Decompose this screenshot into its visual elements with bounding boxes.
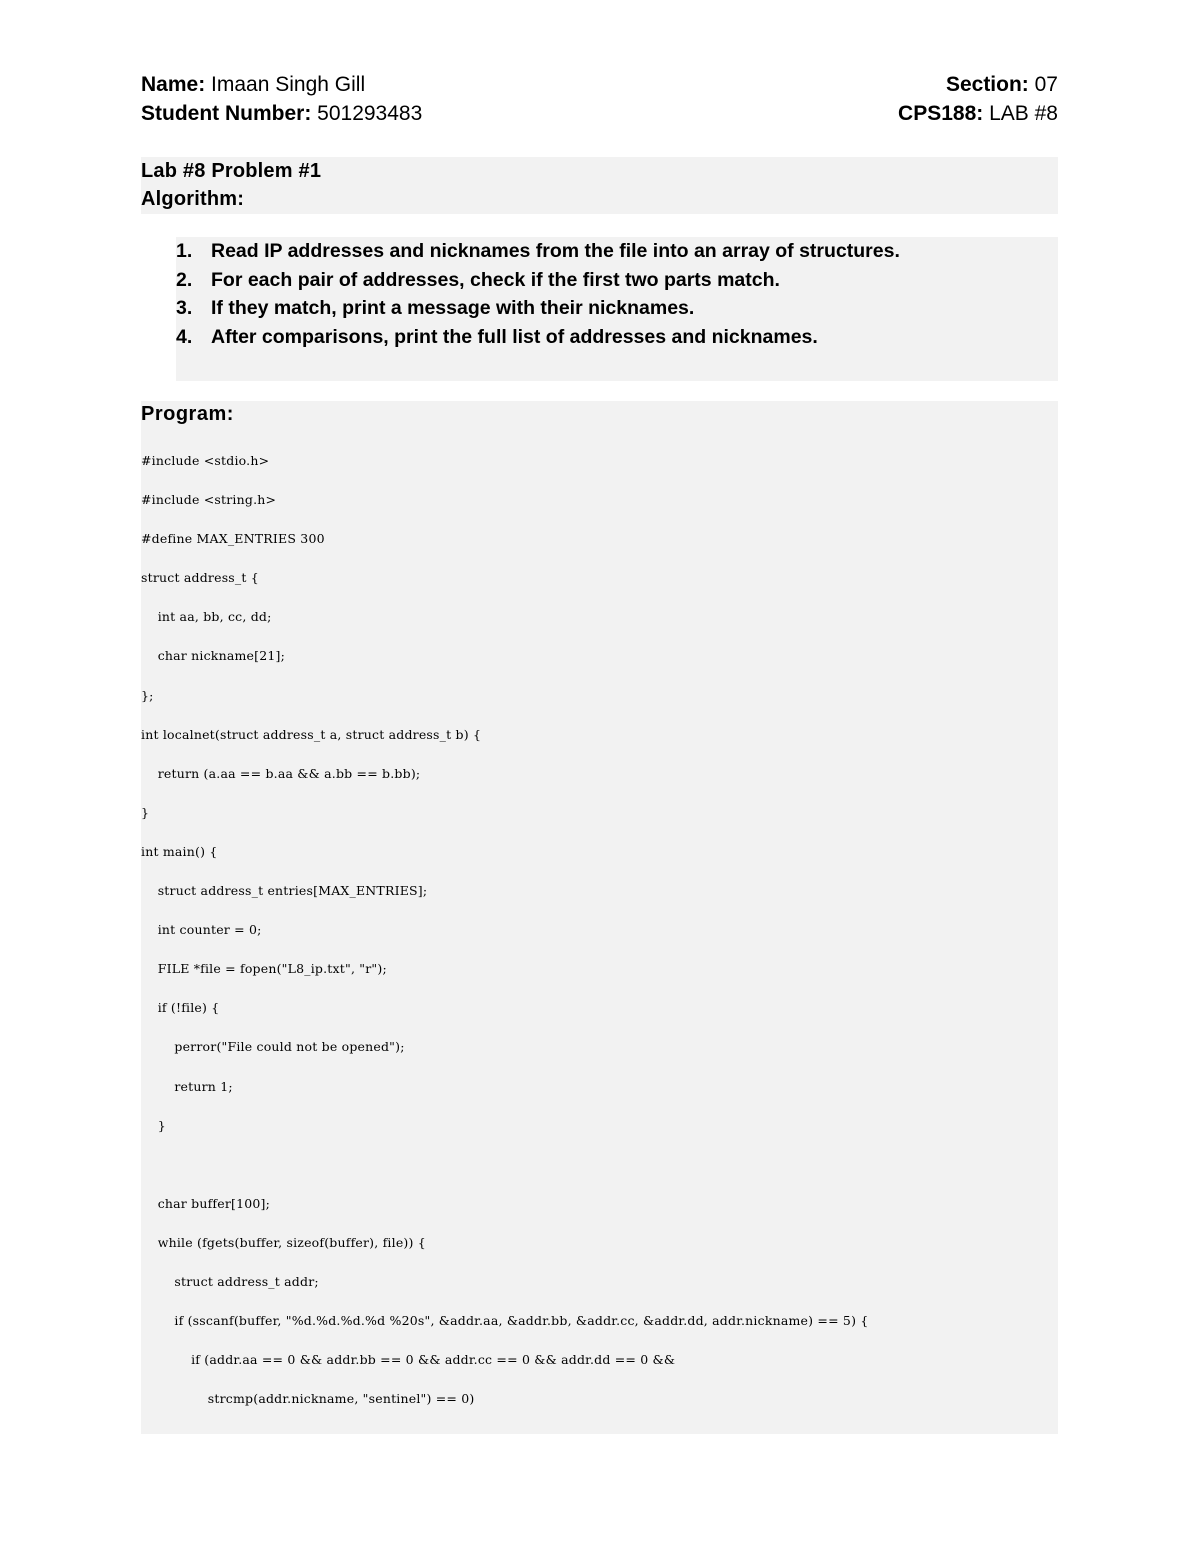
code-line: return 1; [141, 1078, 233, 1094]
algorithm-step-number: 1. [176, 240, 193, 262]
algorithm-step-text: If they match, print a message with their nicknames. [211, 297, 695, 320]
header-row-2 [141, 99, 1058, 128]
algorithm-step-text: After comparisons, print the full list of addresses and nicknames. [211, 326, 818, 349]
header-row-1 [141, 70, 1058, 99]
code-line: if (sscanf(buffer, "%d.%d.%d.%d %20s", &addr.aa, &addr.bb, &addr.cc, &addr.dd, addr.nickname) == 5) { [141, 1313, 869, 1329]
algorithm-step-number: 2. [176, 268, 193, 291]
course-value: LAB #8 [983, 102, 1058, 125]
code-line: if (addr.aa == 0 && addr.bb == 0 && addr.cc == 0 && addr.dd == 0 && [141, 1352, 676, 1368]
course-label: CPS188: [898, 102, 984, 125]
algorithm-block [176, 237, 1058, 381]
code-line: #include <stdio.h> [141, 453, 270, 468]
code-line: struct address_t entries[MAX_ENTRIES]; [141, 883, 428, 899]
name-label: Name: [141, 73, 206, 96]
name-value: Imaan Singh Gill [205, 73, 366, 96]
algorithm-step-text: For each pair of addresses, check if the first two parts match. [211, 268, 780, 291]
code-line: char nickname[21]; [141, 648, 285, 664]
code-line: int main() { [141, 843, 218, 859]
algorithm-step [176, 237, 900, 266]
code-line: struct address_t addr; [141, 1273, 319, 1289]
code-line: int counter = 0; [141, 922, 262, 938]
algorithm-step [176, 323, 900, 352]
student-number [141, 99, 422, 128]
code-line: strcmp(addr.nickname, "sentinel") == 0) [141, 1391, 475, 1407]
course [898, 99, 1058, 128]
algorithm-step-number: 3. [176, 297, 193, 320]
code-line: }; [141, 687, 154, 703]
section-value: 07 [1028, 73, 1058, 96]
code-line: } [141, 1117, 166, 1133]
code-line: #include <string.h> [141, 492, 277, 508]
code-line: if (!file) { [141, 1000, 220, 1016]
program-label: Program: [141, 403, 234, 425]
code-line: return (a.aa == b.aa && a.bb == b.bb); [141, 765, 421, 781]
code-line: while (fgets(buffer, sizeof(buffer), file)) { [141, 1234, 426, 1250]
code-line: #define MAX_ENTRIES 300 [141, 531, 325, 547]
student-name [141, 70, 365, 99]
algorithm-step-number: 4. [176, 326, 193, 349]
student-number-label: Student Number: [141, 102, 312, 125]
code-line: FILE *file = fopen("L8_ip.txt", "r"); [141, 961, 387, 977]
algorithm-step-text: Read IP addresses and nicknames from the file into an array of structures. [211, 240, 900, 262]
code-line: perror("File could not be opened"); [141, 1039, 405, 1055]
program-block [141, 401, 1058, 1434]
code-line: char buffer[100]; [141, 1195, 271, 1211]
code-line [141, 1155, 868, 1194]
algorithm-step [176, 266, 900, 295]
student-number-value: 501293483 [311, 102, 423, 125]
lab-title-block [141, 157, 1058, 214]
section-label: Section: [945, 73, 1029, 96]
code-listing [141, 451, 868, 1428]
algorithm-label: Algorithm: [141, 188, 245, 210]
code-line: int localnet(struct address_t a, struct address_t b) { [141, 726, 482, 742]
section [946, 70, 1058, 99]
code-line: } [141, 804, 150, 820]
code-line: struct address_t { [141, 570, 259, 586]
document-header [141, 70, 1058, 128]
code-line: int aa, bb, cc, dd; [141, 609, 272, 625]
algorithm-list [176, 237, 900, 352]
lab-title: Lab #8 Problem #1 [141, 160, 322, 182]
algorithm-step [176, 294, 900, 323]
